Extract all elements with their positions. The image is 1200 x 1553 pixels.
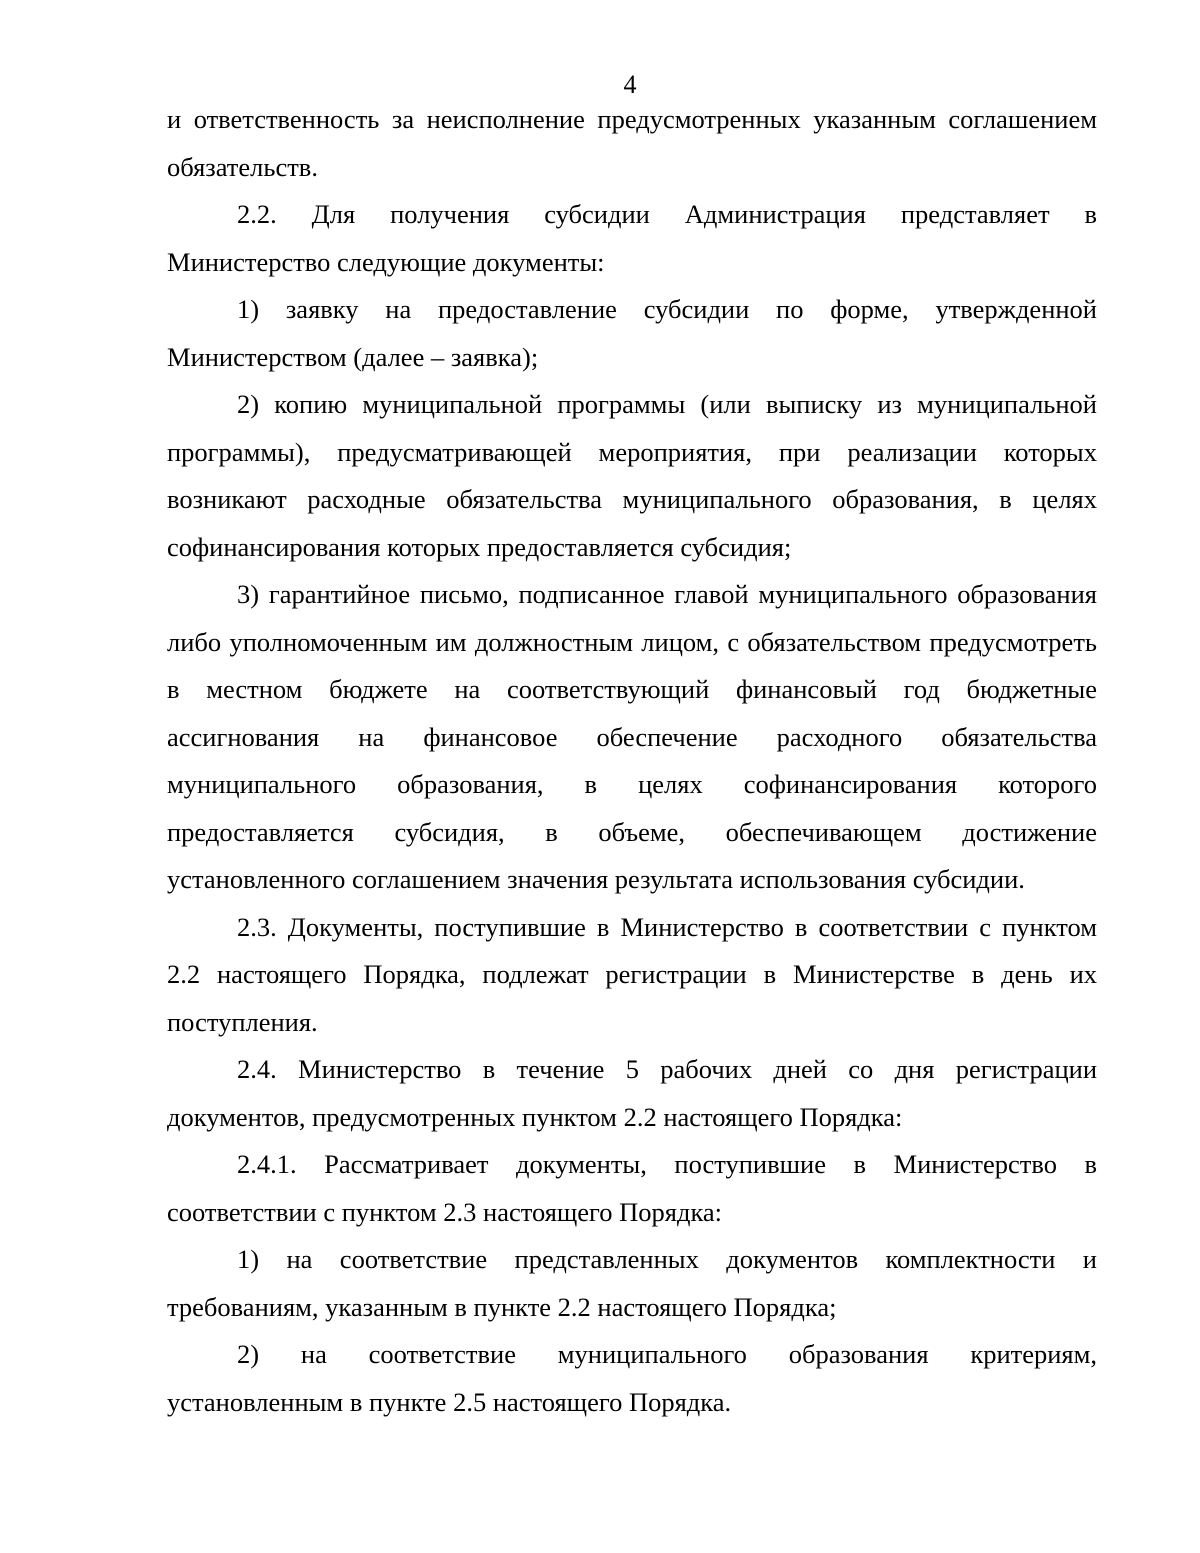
paragraph-2-4-1: 2.4.1. Рассматривает документы, поступившие в Министерство в соответствии с пунктом 2.3 настоящего Порядка: xyxy=(167,1149,1097,1227)
paragraph-2-3: 2.3. Документы, поступившие в Министерство в соответствии с пунктом 2.2 настоящего Порядка, подлежат регистрации в Министерстве в день их поступления. xyxy=(167,911,1097,1037)
paragraph-2-2: 2.2. Для получения субсидии Администрация представляет в Министерство следующие документы: xyxy=(167,199,1097,277)
list-item-2-4-1-2: 2) на соответствие муниципального образования критериям, установленным в пункте 2.5 настоящего Порядка. xyxy=(167,1339,1097,1417)
paragraph-2-4: 2.4. Министерство в течение 5 рабочих дней со дня регистрации документов, предусмотренных пунктом 2.2 настоящего Порядка: xyxy=(167,1054,1097,1132)
page-number: 4 xyxy=(623,70,637,99)
list-item-2-4-1-1: 1) на соответствие представленных документов комплектности и требованиям, указанным в пункте 2.2 настоящего Порядка; xyxy=(167,1244,1097,1322)
list-item-2-2-2: 2) копию муниципальной программы (или выписку из муниципальной программы), предусматривающей мероприятия, при реализации которых возникают расходные обязательства муниципального образования, в целях софинансирования которых предоставляется субсидия; xyxy=(167,389,1097,562)
list-item-2-2-1: 1) заявку на предоставление субсидии по форме, утвержденной Министерством (далее – заявка); xyxy=(167,294,1097,372)
paragraph-obligations-end: и ответственность за неисполнение предусмотренных указанным соглашением обязательств. xyxy=(167,104,1097,182)
document-body xyxy=(167,96,1097,1426)
list-item-2-2-3: 3) гарантийное письмо, подписанное главой муниципального образования либо уполномоченным им должностным лицом, с обязательством предусмотреть в местном бюджете на соответствующий финансовый год бюджетные ассигнования на финансовое обеспечение расходного обязательства муниципального образования, в целях софинансирования которого предоставляется субсидия, в объеме, обеспечивающем достижение установленного соглашением значения результата использования субсидии. xyxy=(167,579,1097,894)
